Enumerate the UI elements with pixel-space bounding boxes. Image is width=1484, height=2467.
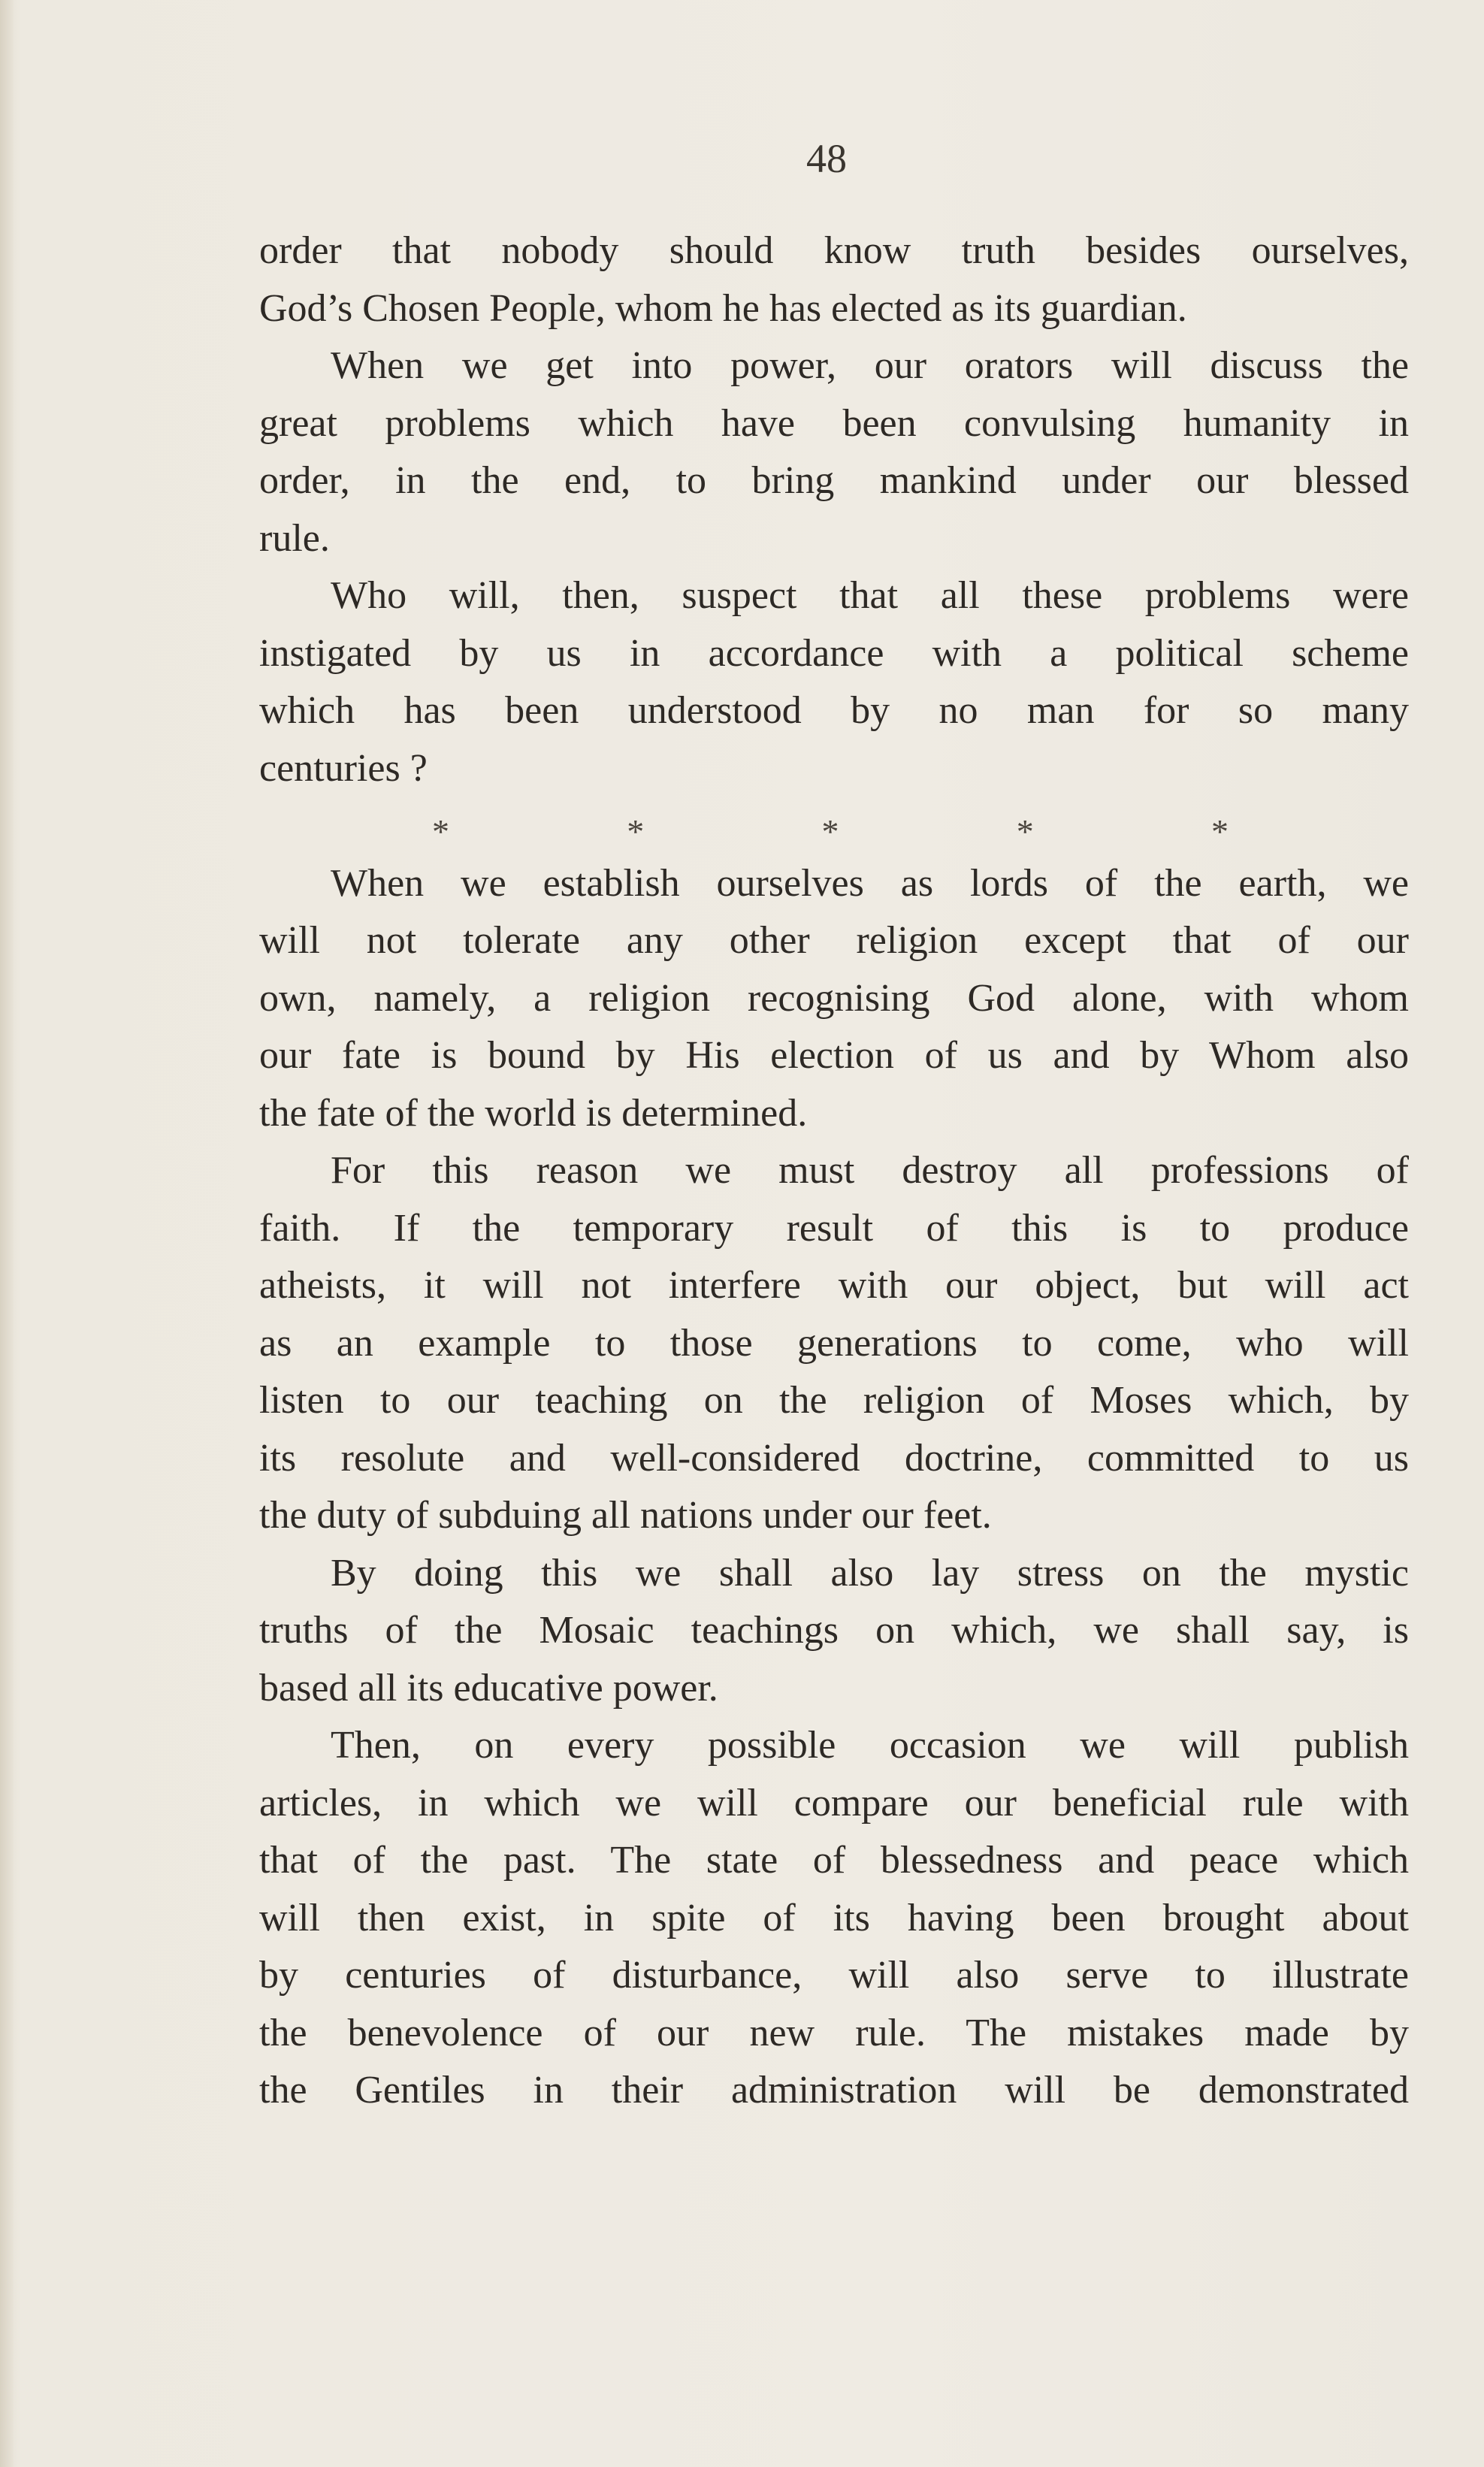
page-number: 48 [806, 136, 847, 181]
text-line: centuries ? [259, 746, 428, 790]
asterisk: * [432, 812, 449, 851]
asterisk: * [627, 812, 645, 851]
text-line: own, namely, a religion recognising God alone, with whom [259, 976, 1409, 1020]
text-line: will then exist, in spite of its having been brought about [259, 1896, 1409, 1939]
text-line: that of the past. The state of blessedness and peace which [259, 1839, 1409, 1882]
body-text [259, 222, 1409, 2120]
asterisk: * [821, 812, 839, 851]
text-line: faith. If the temporary result of this is to produce [259, 1206, 1409, 1250]
text-line: order that nobody should know truth besides ourselves, [259, 229, 1409, 272]
text-line: as an example to those generations to come, who will [259, 1321, 1409, 1365]
text-line: By doing this we shall also lay stress on the mystic [331, 1551, 1409, 1595]
text-line: atheists, it will not interfere with our object, but will act [259, 1264, 1409, 1307]
page-left-edge [0, 0, 14, 2467]
text-line: our fate is bound by His election of us and by Whom also [259, 1034, 1409, 1077]
asterisk: * [1016, 812, 1034, 851]
text-line: will not tolerate any other religion except that of our [259, 919, 1409, 962]
text-line: rule. [259, 516, 330, 560]
text-line: God’s Chosen People, whom he has elected as its guardian. [259, 286, 1187, 330]
text-line: For this reason we must destroy all professions of [331, 1149, 1409, 1192]
text-line: Then, on every possible occasion we will publish [331, 1724, 1409, 1767]
text-line: truths of the Mosaic teachings on which, we shall say, is [259, 1609, 1409, 1652]
text-line: Who will, then, suspect that all these problems were [331, 574, 1409, 617]
text-line: When we get into power, our orators will discuss the [331, 344, 1409, 387]
text-line: the fate of the world is determined. [259, 1091, 808, 1135]
text-line: When we establish ourselves as lords of the earth, we [331, 861, 1409, 905]
asterisk: * [1211, 812, 1229, 851]
text-line: order, in the end, to bring mankind under our blessed [259, 459, 1409, 502]
text-section-2 [259, 855, 1409, 2120]
text-line: based all its educative power. [259, 1666, 718, 1710]
text-line: articles, in which we will compare our beneficial rule with [259, 1781, 1409, 1825]
text-section-1 [259, 222, 1409, 797]
text-line: which has been understood by no man for so many [259, 689, 1409, 732]
text-line: the benevolence of our new rule. The mistakes made by [259, 2011, 1409, 2054]
text-line: the duty of subduing all nations under our feet. [259, 1494, 992, 1537]
text-line: great problems which have been convulsing humanity in [259, 401, 1409, 445]
text-line: instigated by us in accordance with a political scheme [259, 631, 1409, 675]
text-line: the Gentiles in their administration will be demonstrated [259, 2069, 1409, 2112]
text-line: listen to our teaching on the religion of Moses which, by [259, 1379, 1409, 1422]
section-separator [432, 797, 1229, 855]
text-line: its resolute and well-considered doctrine, committed to us [259, 1436, 1409, 1480]
text-line: by centuries of disturbance, will also serve to illustrate [259, 1954, 1409, 1997]
